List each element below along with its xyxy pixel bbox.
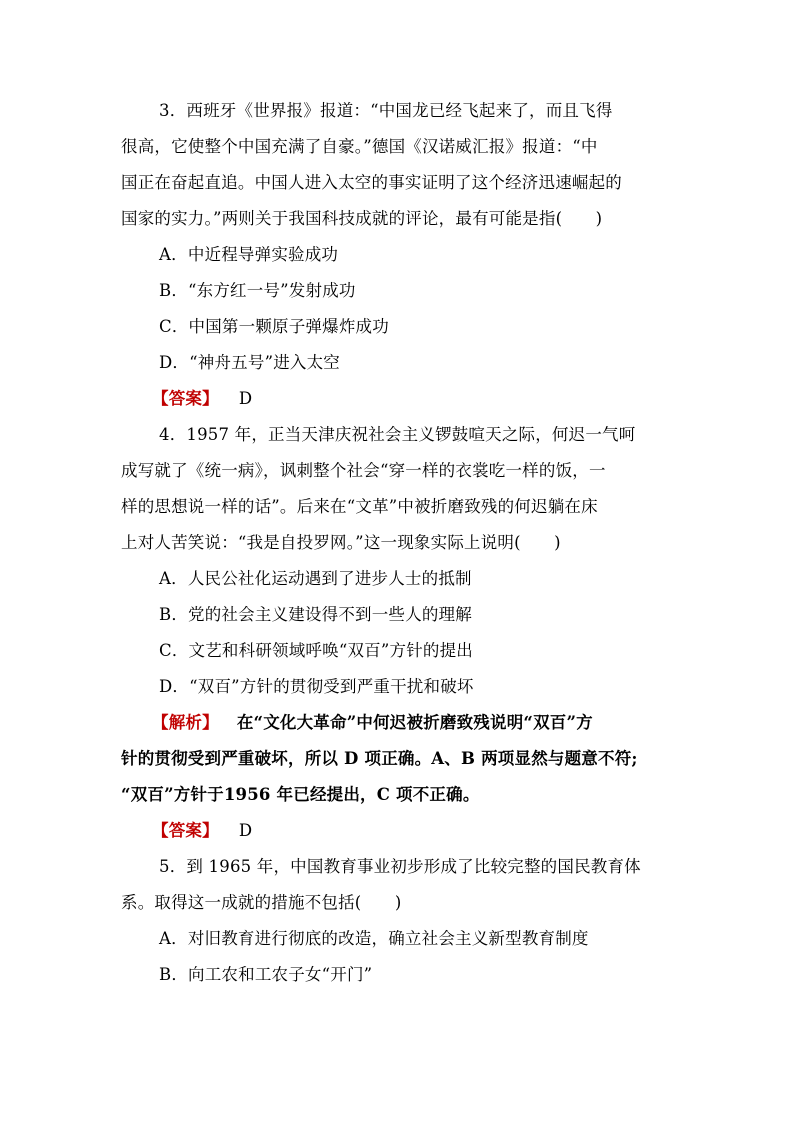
q4-option-c: C．文艺和科研领域呼唤“双百”方针的提出	[159, 641, 473, 660]
q5-option-b: B．向工农和工农子女“开门”	[159, 965, 373, 984]
q3-option-b: B．“东方红一号”发射成功	[159, 281, 356, 300]
q5-stem-line-1: 5．到 1965 年，中国教育事业初步形成了比较完整的国民教育体	[159, 857, 641, 876]
q4-stem-line-3: 样的思想说一样的话”。后来在“文革”中被折磨致残的何迟躺在床	[121, 497, 598, 516]
q4-stem-line-1: 4．1957 年，正当天津庆祝社会主义锣鼓喧天之际，何迟一气呵	[159, 425, 636, 444]
q4-answer-row	[152, 820, 252, 842]
q4-answer-value: D	[238, 821, 253, 840]
q4-option-a: A．人民公社化运动遇到了进步人士的抵制	[159, 569, 472, 588]
q3-stem-line-3: 国正在奋起直追。中国人进入太空的事实证明了这个经济迅速崛起的	[121, 173, 622, 192]
q3-answer-value: D	[238, 389, 253, 408]
q5-stem-line-2: 系。取得这一成就的措施不包括( )	[121, 893, 402, 912]
q3-stem-line-4: 国家的实力。”两则关于我国科技成就的评论，最有可能是指( )	[121, 209, 603, 228]
q4-option-d: D．“双百”方针的贯彻受到严重干扰和破坏	[159, 677, 474, 696]
q3-answer-label: 【答案】	[152, 389, 219, 408]
q4-analysis-line-3: “双百”方针于1956 年已经提出，C 项不正确。	[121, 785, 480, 804]
q4-analysis-line-1	[152, 712, 593, 734]
q4-option-b: B．党的社会主义建设得不到一些人的理解	[159, 605, 472, 624]
q3-option-c: C．中国第一颗原子弹爆炸成功	[159, 317, 389, 336]
q5-option-a: A．对旧教育进行彻底的改造，确立社会主义新型教育制度	[159, 929, 589, 948]
q3-stem-line-2: 很高，它使整个中国充满了自豪。”德国《汉诺威汇报》报道：“中	[121, 137, 598, 156]
q4-analysis-text-1: 在“文化大革命”中何迟被折磨致残说明“双百”方	[236, 713, 593, 732]
q4-answer-label: 【答案】	[152, 821, 219, 840]
q4-stem-line-4: 上对人苦笑说：“我是自投罗网。”这一现象实际上说明( )	[121, 533, 561, 552]
q4-analysis-label: 【解析】	[152, 713, 219, 732]
q3-stem-line-1: 3．西班牙《世界报》报道：“中国龙已经飞起来了，而且飞得	[159, 101, 613, 120]
q4-stem-line-2: 成写就了《统一病》，讽刺整个社会“穿一样的衣裳吃一样的饭，一	[121, 461, 606, 480]
q4-analysis-line-2: 针的贯彻受到严重破坏，所以 D 项正确。A、B 两项显然与题意不符;	[121, 749, 638, 768]
q3-answer-row	[152, 388, 252, 410]
q3-option-d: D．“神舟五号”进入太空	[159, 353, 340, 372]
q3-option-a: A．中近程导弹实验成功	[159, 245, 339, 264]
